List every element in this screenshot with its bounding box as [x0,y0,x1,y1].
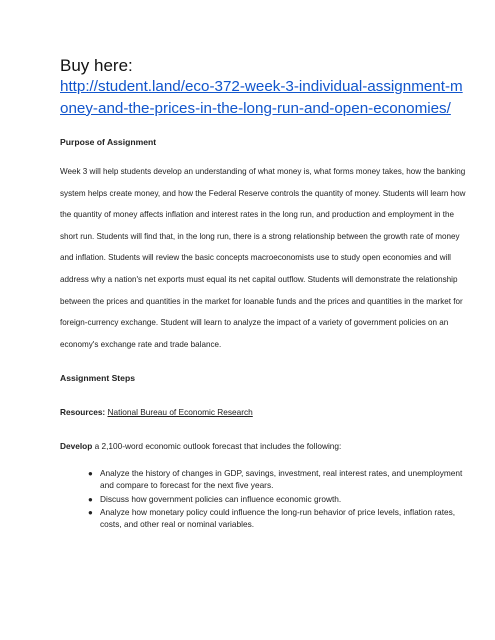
resources-label: Resources: [60,407,106,418]
develop-label: Develop [60,441,93,452]
list-item-text: Discuss how government policies can influence economic growth. [100,493,342,504]
requirements-list [60,468,466,530]
document-page [60,55,466,532]
bullet-icon: ● [88,508,93,518]
list-item [88,507,466,530]
steps-heading: Assignment Steps [60,373,135,384]
develop-line [60,440,460,452]
list-item-text: Analyze how monetary policy could influence the long-run behavior of price levels, inflation rates, costs, and other real or nominal variables. [100,507,456,529]
purpose-heading: Purpose of Assignment [60,137,157,147]
develop-text: a 2,100-word economic outlook forecast that includes the following: [92,441,342,452]
resources-link[interactable]: National Bureau of Economic Research [107,407,253,418]
bullet-icon: ● [88,469,93,479]
list-item-text: Analyze the history of changes in GDP, savings, investment, real interest rates, and unemployment and compare to forecast for the next five years. [100,468,463,490]
buy-here-label: Buy here: [60,56,133,75]
resources-line [60,406,460,418]
list-item [88,494,466,506]
list-item [88,468,466,491]
buy-here-link[interactable]: http://student.land/eco-372-week-3-individual-assignment-money-and-the-prices-in-the-long-run-and-open-economies/ [60,78,463,117]
purpose-paragraph: Week 3 will help students develop an understanding of what money is, what forms money takes, how the banking system helps create money, and how the Federal Reserve controls the quantity of money. Students will learn how the quantity of money affects inflation and interest rates in the long run, and production and employment in the short run. Students will find that, in the long run, there is a strong relationship between the growth rate of money and inflation. Students will review the basic concepts macroeconomists use to study open economies and will address why a nation's net exports must equal its net capital outflow. Students will demonstrate the relationship between the prices and quantities in the market for loanable funds and the prices and quantities in the market for foreign-currency exchange. Student will learn to analyze the impact of a variety of government policies on an economy's exchange rate and trade balance. [60,167,466,349]
bullet-icon: ● [88,494,93,504]
